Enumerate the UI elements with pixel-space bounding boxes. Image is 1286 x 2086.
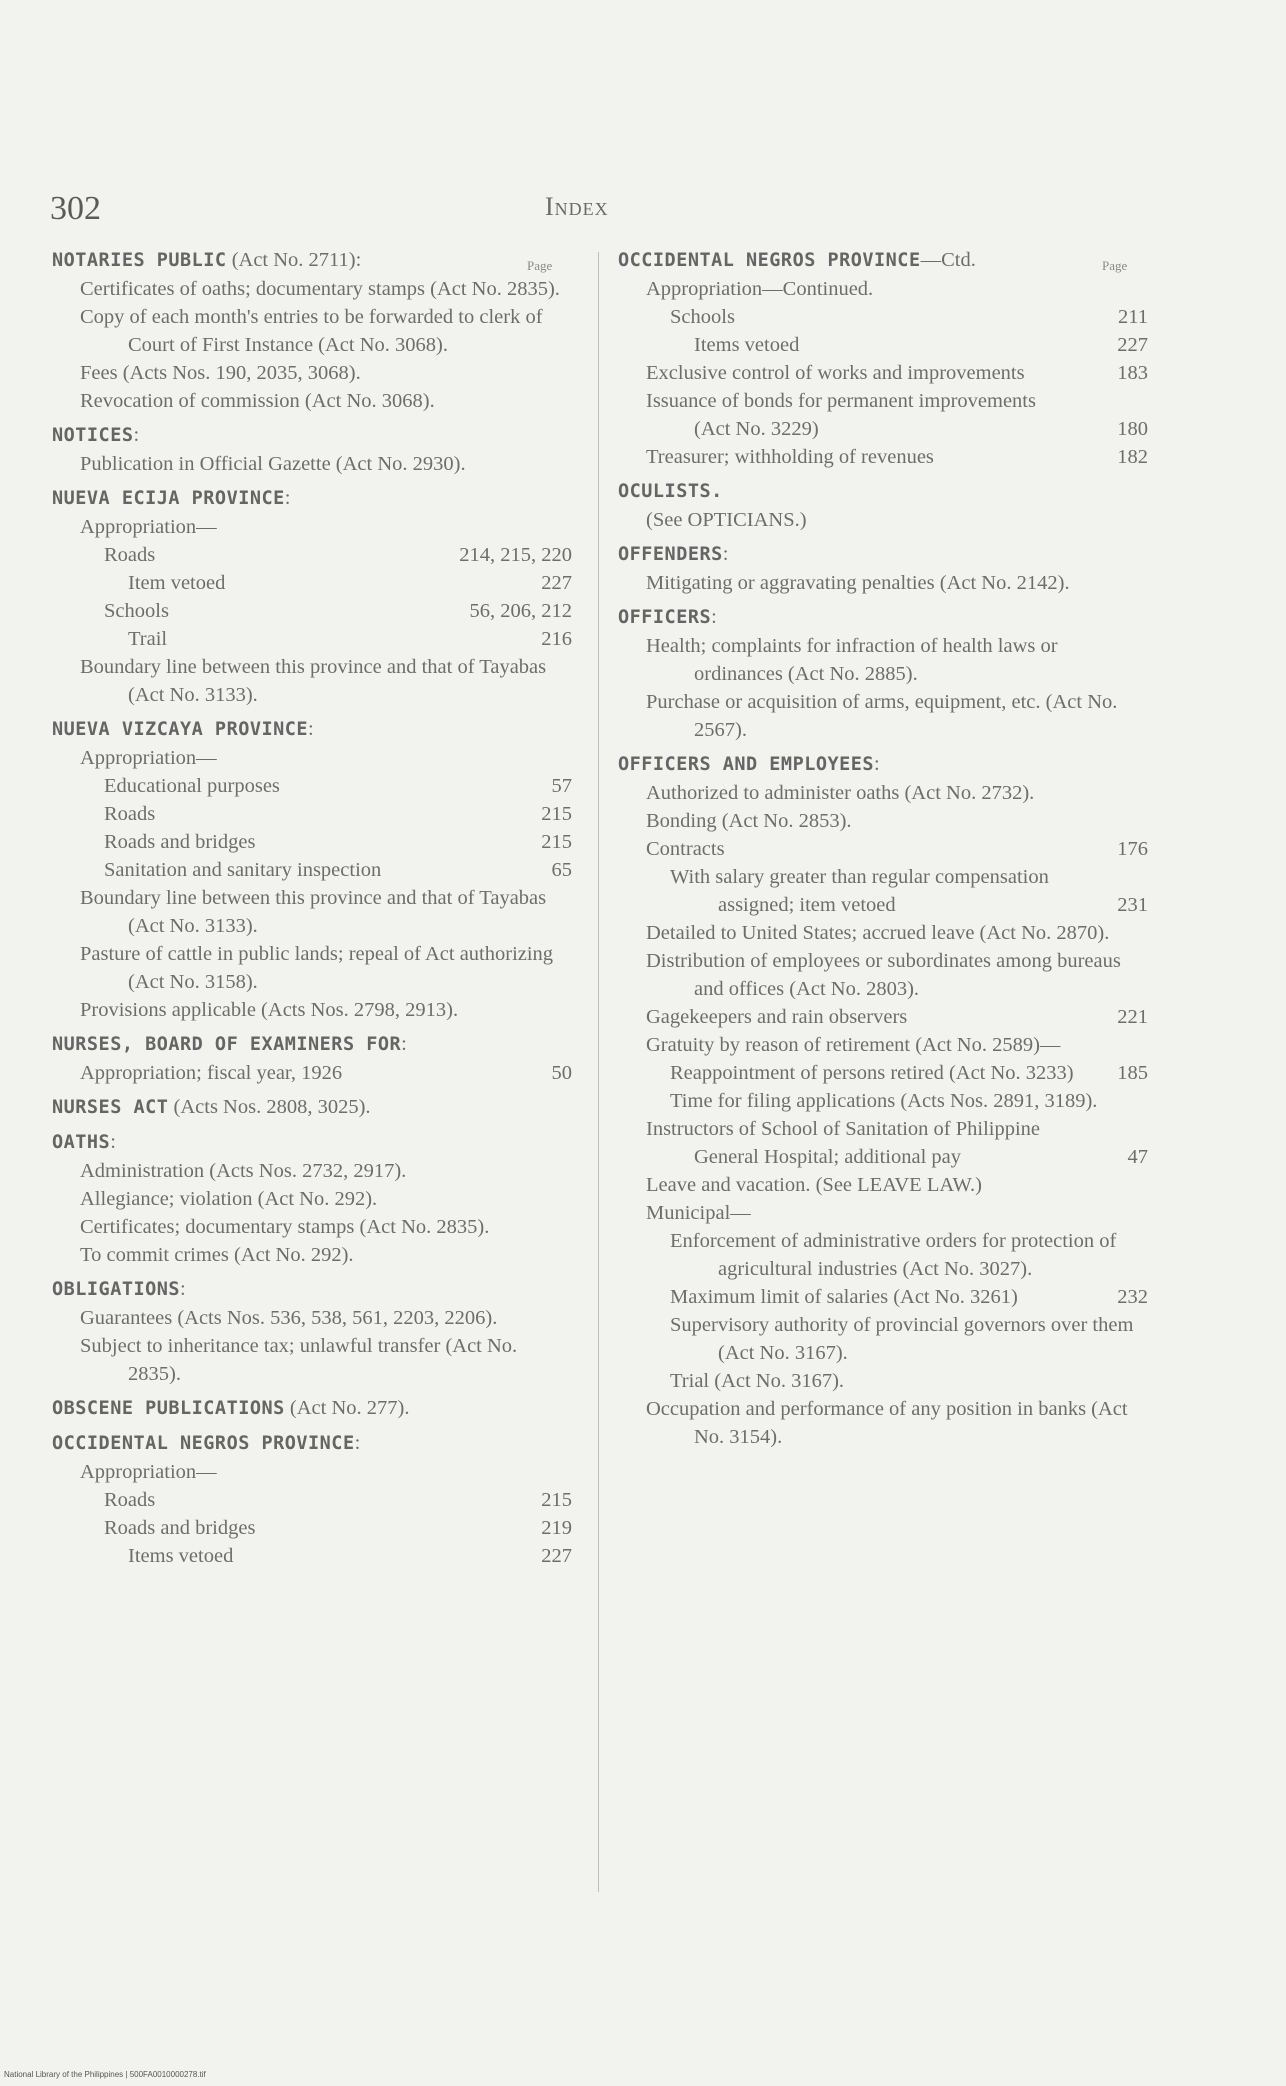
page-reference: 227 [537,569,572,597]
entry-text: Administration (Acts Nos. 2732, 2917). [80,1160,407,1182]
entry-text: Enforcement of administrative orders for protection of agricultural industries (Act No. 3027). [670,1230,1117,1280]
index-sub-entry [618,1031,1148,1059]
index-sub-entry [52,359,572,387]
entry-text: Instructors of School of Sanitation of Philippine General Hospital; additional pay [646,1118,1041,1168]
index-heading-entry [52,1093,572,1122]
heading-term: OBSCENE PUBLICATIONS [52,1398,285,1419]
entry-text: Roads [104,803,156,825]
entry-text: Subject to inheritance tax; unlawful transfer (Act No. 2835). [80,1335,518,1385]
index-sub-entry [618,1283,1148,1311]
entry-text: With salary greater than regular compensation assigned; item vetoed [670,866,1049,916]
entry-text: Items vetoed [694,334,800,356]
page-reference: 227 [1113,331,1148,359]
entry-text: Gratuity by reason of retirement (Act No. 2589)— [646,1034,1061,1056]
entry-text: Educational purposes [104,775,280,797]
index-heading-entry [52,715,572,744]
heading-text: : [354,1432,361,1454]
entry-text: Trial (Act No. 3167). [670,1370,845,1392]
index-sub-entry [52,1486,572,1514]
index-sub-entry [618,1171,1148,1199]
column-divider [598,252,599,1892]
heading-text: : [711,606,717,628]
index-sub-entry [52,1542,572,1570]
index-sub-entry [52,450,572,478]
index-sub-entry [618,688,1148,744]
index-sub-entry [52,513,572,541]
entry-text: Authorized to administer oaths (Act No. 2732). [646,782,1035,804]
index-sub-entry [618,919,1148,947]
index-sub-entry [618,387,1148,443]
entry-text: Item vetoed [128,572,226,594]
scan-footer: National Library of the Philippines | 500FA0010000278.tif [4,2070,206,2079]
index-sub-entry [52,569,572,597]
index-sub-entry [618,443,1148,471]
left-page-label: Page [527,258,553,273]
page-reference: 176 [1113,835,1148,863]
heading-text: : [874,753,880,775]
entry-text: Purchase or acquisition of arms, equipment, etc. (Act No. 2567). [646,691,1118,741]
entry-text: Certificates of oaths; documentary stamps (Act No. 2835). [80,278,560,300]
entry-text: (See OPTICIANS.) [646,509,807,531]
entry-text: Appropriation— [80,1461,217,1483]
heading-term: OFFENDERS [618,544,723,565]
heading-term: OBLIGATIONS [52,1279,181,1300]
entry-text: Issuance of bonds for permanent improvements (Act No. 3229) [646,390,1036,440]
heading-term: NOTICES [52,425,134,446]
heading-term: OCULISTS. [618,481,723,502]
index-heading-entry [618,603,1148,632]
index-heading-entry [52,1429,572,1458]
entry-text: Appropriation—Continued. [646,278,874,300]
index-sub-entry [618,779,1148,807]
index-heading-entry [52,1128,572,1157]
index-sub-entry [618,863,1148,919]
index-heading-entry [52,421,572,450]
index-sub-entry [618,331,1148,359]
entry-text: To commit crimes (Act No. 292). [80,1244,354,1266]
index-heading-entry [52,1030,572,1059]
index-sub-entry [52,1185,572,1213]
index-sub-entry [52,940,572,996]
entry-text: Provisions applicable (Acts Nos. 2798, 2913). [80,999,459,1021]
entry-text: Allegiance; violation (Act No. 292). [80,1188,378,1210]
entry-text: Roads and bridges [104,1517,256,1539]
entry-text: Schools [104,600,169,622]
entry-text: Fees (Acts Nos. 190, 2035, 3068). [80,362,361,384]
index-sub-entry [52,541,572,569]
page-reference: 215 [537,828,572,856]
index-sub-entry [618,807,1148,835]
page-reference: 221 [1113,1003,1148,1031]
index-heading-entry [618,750,1148,779]
page-reference: 216 [537,625,572,653]
index-sub-entry [618,1367,1148,1395]
index-sub-entry [618,275,1148,303]
index-sub-entry [52,1157,572,1185]
page-reference: 183 [1113,359,1148,387]
page-reference: 231 [1113,891,1148,919]
entry-text: Occupation and performance of any position in banks (Act No. 3154). [646,1398,1128,1448]
entry-text: Trail [128,628,168,650]
index-sub-entry [618,835,1148,863]
index-sub-entry [618,506,1148,534]
index-sub-entry [52,1304,572,1332]
right-column [618,246,1148,1451]
index-heading-entry [618,246,1148,275]
entry-text: Exclusive control of works and improvements [646,362,1025,384]
entry-text: Sanitation and sanitary inspection [104,859,382,881]
heading-term: NURSES, BOARD OF EXAMINERS FOR [52,1034,402,1055]
entry-text: Time for filing applications (Acts Nos. 2891, 3189). [670,1090,1098,1112]
entry-text: Supervisory authority of provincial governors over them (Act No. 3167). [670,1314,1134,1364]
index-heading-entry [618,477,1148,506]
index-heading-entry [52,246,572,275]
entry-text: Appropriation— [80,747,217,769]
heading-text: : [180,1278,186,1300]
page-reference: 211 [1114,303,1148,331]
heading-term: NUEVA ECIJA PROVINCE [52,488,285,509]
entry-text: Treasurer; withholding of revenues [646,446,934,468]
heading-term: NOTARIES PUBLIC [52,250,227,271]
index-sub-entry [618,1395,1148,1451]
entry-text: Certificates; documentary stamps (Act No. 2835). [80,1216,490,1238]
page-reference: 227 [537,1542,572,1570]
entry-text: Roads and bridges [104,831,256,853]
page-reference: 180 [1113,415,1148,443]
entry-text: Contracts [646,838,725,860]
heading-text: : [133,424,140,446]
entry-text: Distribution of employees or subordinates among bureaus and offices (Act No. 2803). [646,950,1121,1000]
index-heading-entry [618,540,1148,569]
index-sub-entry [52,597,572,625]
index-sub-entry [52,1213,572,1241]
index-sub-entry [52,1241,572,1269]
index-sub-entry [52,744,572,772]
heading-text: (Acts Nos. 2808, 3025). [168,1096,371,1118]
entry-text: Roads [104,1489,156,1511]
index-sub-entry [52,625,572,653]
page-reference: 215 [537,800,572,828]
page-reference: 232 [1113,1283,1148,1311]
entry-text: Maximum limit of salaries (Act No. 3261) [670,1286,1018,1308]
heading-text: : [110,1131,116,1153]
entry-text: Reappointment of persons retired (Act No. 3233) [670,1062,1074,1084]
entry-text: Boundary line between this province and that of Tayabas (Act No. 3133). [80,656,547,706]
index-sub-entry [618,632,1148,688]
right-page-label: Page [1102,258,1128,273]
entry-text: Publication in Official Gazette (Act No. 2930). [80,453,466,475]
page-reference: 50 [548,1059,573,1087]
page-reference: 56, 206, 212 [466,597,573,625]
index-sub-entry [52,1458,572,1486]
heading-text: : [401,1033,407,1055]
index-sub-entry [52,1332,572,1388]
entry-text: Mitigating or aggravating penalties (Act No. 2142). [646,572,1070,594]
entry-text: Appropriation; fiscal year, 1926 [80,1062,343,1084]
entry-text: Leave and vacation. (See LEAVE LAW.) [646,1174,982,1196]
index-sub-entry [52,828,572,856]
index-heading-entry [52,1394,572,1423]
heading-term: OATHS [52,1132,111,1153]
entry-text: Copy of each month's entries to be forwarded to clerk of Court of First Instance (Act No. 3068). [80,306,543,356]
entry-text: Guarantees (Acts Nos. 536, 538, 561, 2203, 2206). [80,1307,498,1329]
entry-text: Detailed to United States; accrued leave (Act No. 2870). [646,922,1110,944]
page-number: 302 [50,190,101,227]
page-reference: 219 [537,1514,572,1542]
page-reference: 214, 215, 220 [455,541,572,569]
heading-text: (Act No. 277). [284,1397,410,1419]
running-head: Index [545,192,609,221]
entry-text: Gagekeepers and rain observers [646,1006,908,1028]
heading-text: : [284,487,291,509]
heading-text: (Act No. 2711): [226,249,362,271]
index-sub-entry [618,1087,1148,1115]
entry-text: Items vetoed [128,1545,234,1567]
entry-text: Revocation of commission (Act No. 3068). [80,390,435,412]
page-reference: 47 [1124,1143,1149,1171]
index-sub-entry [618,1311,1148,1367]
page-reference: 182 [1113,443,1148,471]
index-sub-entry [52,303,572,359]
entry-text: Schools [670,306,735,328]
entry-text: Pasture of cattle in public lands; repeal of Act authorizing (Act No. 3158). [80,943,554,993]
page-reference: 215 [537,1486,572,1514]
heading-term: NUEVA VIZCAYA PROVINCE [52,719,309,740]
index-sub-entry [618,1003,1148,1031]
left-column [52,246,572,1570]
index-sub-entry [52,387,572,415]
entry-text: Roads [104,544,156,566]
heading-term: OFFICERS AND EMPLOYEES [618,754,875,775]
page-reference: 57 [548,772,573,800]
page-reference: 65 [548,856,573,884]
index-heading-entry [52,484,572,513]
index-sub-entry [52,275,572,303]
index-sub-entry [52,1059,572,1087]
heading-term: OFFICERS [618,607,712,628]
index-sub-entry [618,947,1148,1003]
index-sub-entry [618,303,1148,331]
heading-term: OCCIDENTAL NEGROS PROVINCE [618,250,921,271]
index-sub-entry [618,359,1148,387]
index-sub-entry [618,1227,1148,1283]
entry-text: Municipal— [646,1202,751,1224]
index-sub-entry [52,772,572,800]
index-heading-entry [52,1275,572,1304]
heading-text: : [722,543,729,565]
index-sub-entry [618,1199,1148,1227]
index-sub-entry [52,884,572,940]
page-reference: 185 [1113,1059,1148,1087]
index-sub-entry [52,800,572,828]
index-sub-entry [52,856,572,884]
entry-text: Health; complaints for infraction of health laws or ordinances (Act No. 2885). [646,635,1058,685]
entry-text: Appropriation— [80,516,217,538]
heading-term: OCCIDENTAL NEGROS PROVINCE [52,1433,355,1454]
entry-text: Bonding (Act No. 2853). [646,810,852,832]
heading-term: NURSES ACT [52,1097,169,1118]
index-sub-entry [618,1115,1148,1171]
index-sub-entry [52,996,572,1024]
heading-text: : [308,718,314,740]
index-sub-entry [618,569,1148,597]
entry-text: Boundary line between this province and that of Tayabas (Act No. 3133). [80,887,547,937]
index-sub-entry [52,1514,572,1542]
index-sub-entry [52,653,572,709]
index-sub-entry [618,1059,1148,1087]
heading-text: —Ctd. [920,249,976,271]
